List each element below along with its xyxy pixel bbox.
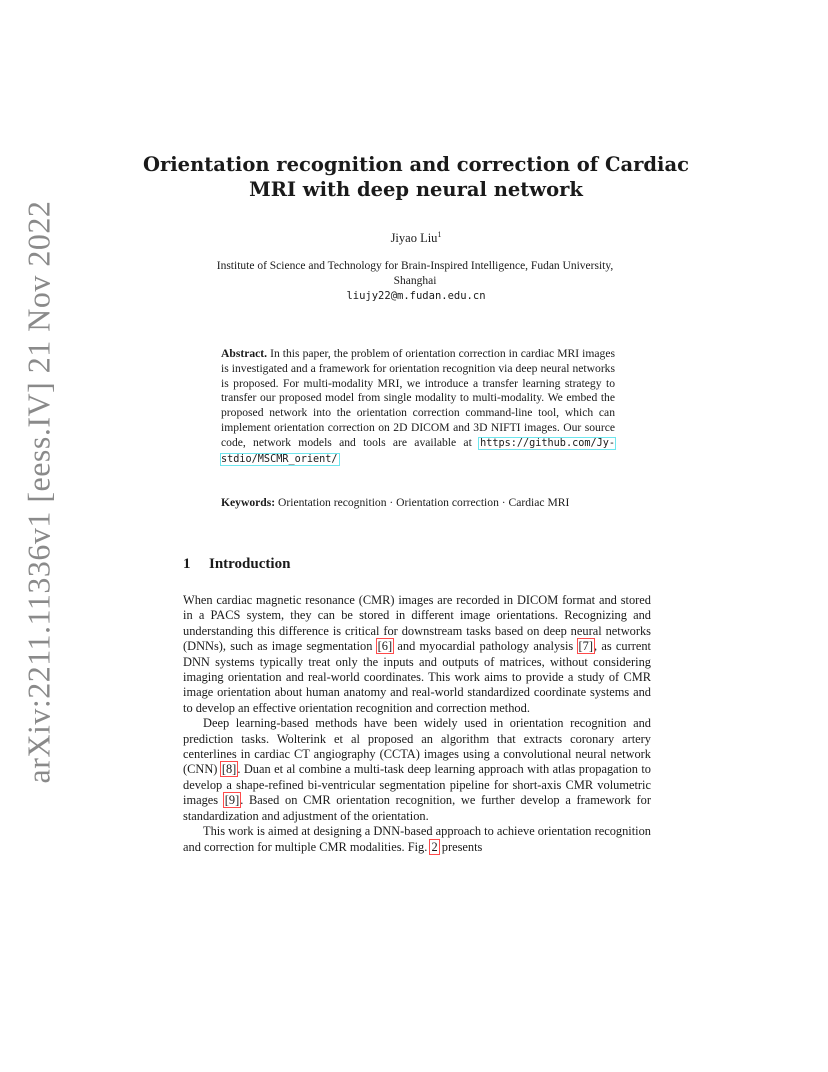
paper-title [140, 152, 692, 202]
abstract-text: In this paper, the problem of orientation correction in cardiac MRI images is investigated and a framework for orientation recognition via deep neural networks is proposed. For multi-modality MRI, we introduce a transfer learning strategy to transfer our proposed model from single modality to multi-modality. We embed the proposed network into the orientation correction command-line tool, which can implement orientation correction on 2D DICOM and 3D NIFTI images. Our source code, network models and tools are available at [221, 347, 615, 449]
citation-link[interactable]: [6] [377, 639, 393, 654]
affiliation-line-1: Institute of Science and Technology for Brain-Inspired Intelligence, Fudan University, [216, 260, 614, 272]
title-line-2: MRI with deep neural network [249, 178, 583, 201]
paragraph-2-text-c: . Based on CMR orientation recognition, we further develop a framework for standardization and adjustment of the orientation. [183, 793, 651, 823]
section-title: Introduction [209, 556, 291, 572]
keywords-label: Keywords: [221, 496, 276, 509]
paragraph-2-text-b: . Duan et al combine a multi-task deep learning approach with atlas propagation to develop a shape-refined bi-ventricular segmentation pipeline for short-axis CMR volumetric images [183, 762, 651, 808]
author-line [140, 230, 692, 246]
source-code-link[interactable]: https://github.com/Jy-stdio/MSCMR_orient/ [221, 437, 616, 465]
citation-link[interactable]: [7] [578, 639, 593, 654]
affiliation [160, 259, 670, 289]
arxiv-identifier: arXiv:2211.11336v1 [eess.IV] 21 Nov 2022 [20, 200, 57, 784]
figure-reference-link[interactable]: 2 [431, 839, 438, 854]
paragraph-3-text-a: This work is aimed at designing a DNN-based approach to achieve orientation recognition and correction for multiple CMR modalities. Fig. [183, 824, 651, 854]
abstract-label: Abstract. [221, 347, 268, 360]
paragraph-3 [183, 824, 651, 855]
paragraph-1-text-c: , as current DNN systems typically treat only the inputs and outputs of matrices, without considering imaging orientation and real-world coordinates. This work aims to provide a study of CMR image orientation about human anatomy and real-world standardized coordinate systems and to develop an effective orientation recognition and correction method. [183, 639, 651, 715]
citation-link[interactable]: [9] [224, 793, 240, 808]
paragraph-1-text-b: and myocardial pathology analysis [397, 639, 574, 654]
abstract [221, 347, 615, 467]
paragraph-3-text-b: presents [441, 839, 483, 854]
author-affiliation-mark: 1 [437, 230, 442, 239]
arxiv-side-stamp [14, 0, 62, 1072]
paragraph-2-text-a: Deep learning-based methods have been widely used in orientation recognition and prediction tasks. Wolterink et al proposed an algorithm that extracts coronary artery centerlines in cardiac CT angiography (CCTA) images using a convolutional neural network (CNN) [183, 716, 651, 777]
author-email[interactable]: liujy22@m.fudan.edu.cn [346, 290, 486, 302]
title-line-1: Orientation recognition and correction of Cardiac [143, 153, 689, 176]
keywords-text: Orientation recognition · Orientation correction · Cardiac MRI [278, 496, 570, 509]
citation-link[interactable]: [8] [221, 762, 237, 777]
section-heading [183, 556, 290, 573]
paragraph-1-text-a: When cardiac magnetic resonance (CMR) images are recorded in DICOM format and stored in a PACS system, they can be stored in different image orientations. Recognizing and understanding this difference is critical for downstream tasks based on deep neural networks (DNNs), such as image segmentation [183, 593, 651, 654]
paragraph-2 [183, 716, 651, 824]
keywords [221, 496, 615, 511]
introduction-body [183, 593, 651, 855]
author-name: Jiyao Liu [390, 231, 438, 246]
paragraph-1 [183, 593, 651, 716]
section-number: 1 [183, 556, 191, 572]
affiliation-line-2: Shanghai [393, 275, 437, 287]
